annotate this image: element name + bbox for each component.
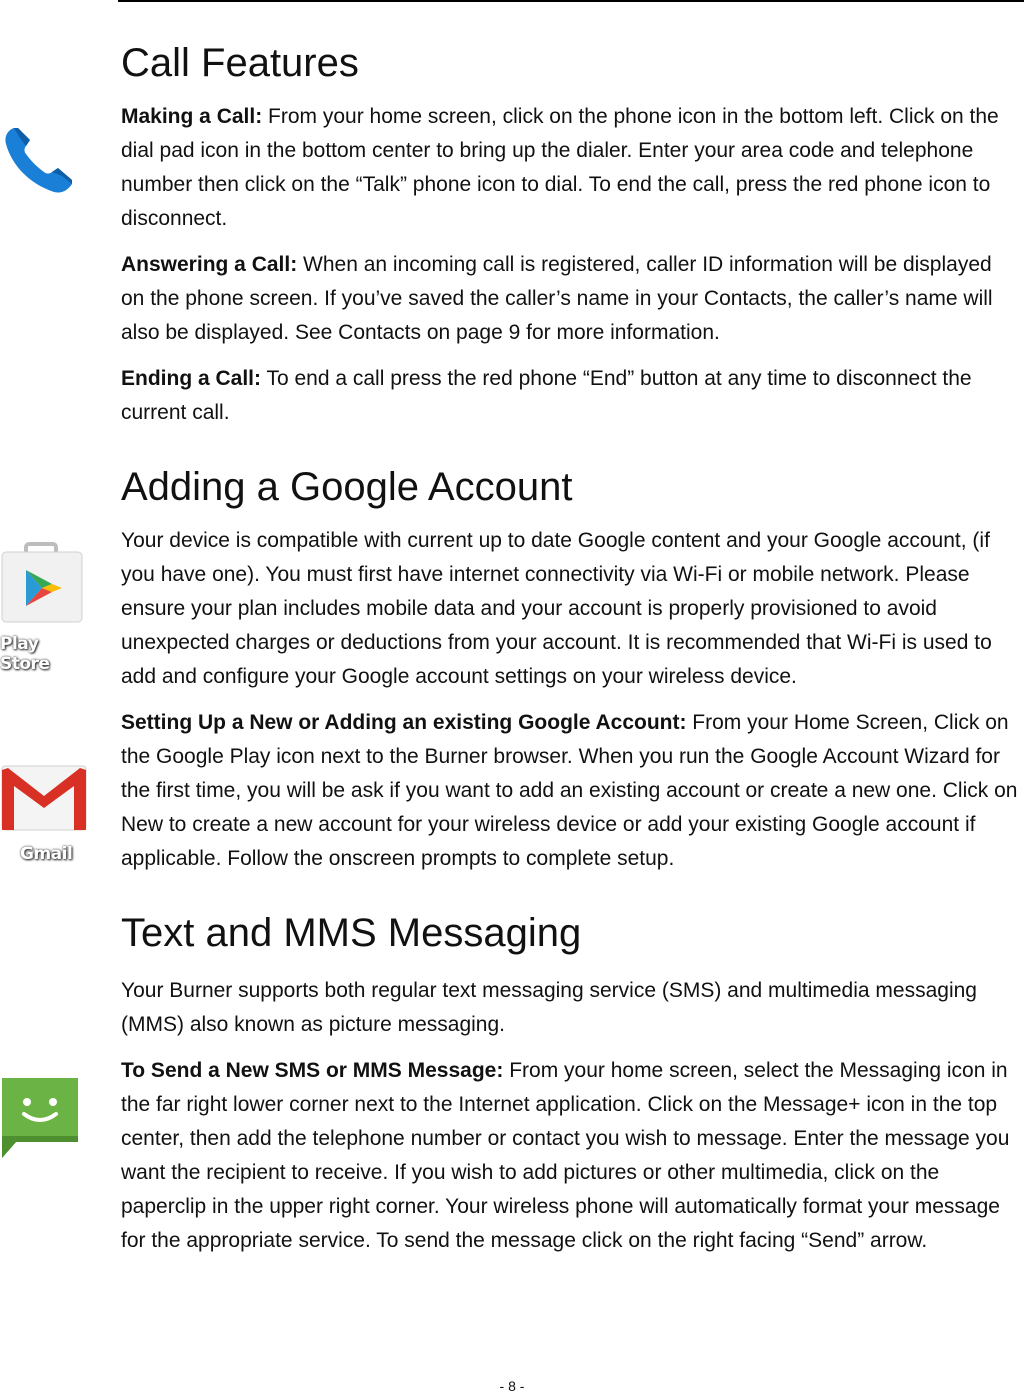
section-title-messaging: Text and MMS Messaging — [121, 911, 582, 955]
ending-call-text: To end a call press the red phone “End” button at any time to disconnect the current call. — [121, 367, 972, 424]
send-message-label: To Send a New SMS or MMS Message: — [121, 1059, 504, 1082]
gmail-label: Gmail — [20, 844, 73, 864]
making-call-label: Making a Call: — [121, 105, 263, 128]
paragraph-making-call — [121, 100, 1019, 236]
section-title-google-account: Adding a Google Account — [121, 465, 573, 509]
play-store-tile — [0, 540, 90, 674]
paragraph-messaging-intro: Your Burner supports both regular text messaging service (SMS) and multimedia messaging (MMS) also known as picture messaging. — [121, 979, 977, 1036]
play-store-label: Play Store — [0, 634, 50, 674]
paragraph-send-message — [121, 1054, 1019, 1258]
phone-icon — [0, 122, 78, 200]
section-title-call-features: Call Features — [121, 41, 359, 85]
ending-call-label: Ending a Call: — [121, 367, 262, 390]
answering-call-text: When an incoming call is registered, caller ID information will be displayed on the phone screen. If you’ve saved the caller’s name in your Contacts, the caller’s name will also be displayed. See Contacts on page 9 for more information. — [121, 253, 993, 344]
answering-call-label: Answering a Call: — [121, 253, 298, 276]
messaging-icon — [0, 1076, 82, 1160]
google-setup-text: From your Home Screen, Click on the Google Play icon next to the Burner browser. When you run the Google Account Wizard for the first time, you will be ask if you want to add an existing account or create a new one. Click on New to create a new account for your wireless device or add your existing Google account if applicable. Follow the onscreen prompts to complete setup. — [121, 711, 1018, 870]
paragraph-answering-call — [121, 248, 1019, 350]
top-rule — [118, 0, 1024, 2]
gmail-tile — [0, 760, 90, 872]
play-store-icon — [0, 540, 90, 630]
document-body — [121, 36, 1019, 1270]
send-message-text: From your home screen, select the Messaging icon in the far right lower corner next to the Internet application. Click on the Message+ icon in the top center, then add the telephone number or contact you wish to message. Enter the message you want the recipient to receive. If you wish to add pictures or other multimedia, click on the paperclip in the upper right corner. Your wireless phone will automatically format your message for the appropriate service. To send the message click on the right facing “Send” arrow. — [121, 1059, 1010, 1252]
google-setup-label: Setting Up a New or Adding an existing Google Account: — [121, 711, 687, 734]
paragraph-google-intro: Your device is compatible with current up to date Google content and your Google account, (if you have one). You must first have internet connectivity via Wi-Fi or mobile network. Please ensure your plan includes mobile data and your account is properly provisioned to avoid unexpected charges or deductions from your account. It is recommended that Wi-Fi is used to add and configure your Google account settings on your wireless device. — [121, 529, 992, 688]
paragraph-google-setup — [121, 706, 1019, 876]
page-number: - 8 - — [499, 1378, 525, 1394]
paragraph-ending-call — [121, 362, 1019, 430]
making-call-text: From your home screen, click on the phone icon in the bottom left. Click on the dial pad icon in the bottom center to bring up the dialer. Enter your area code and telephone number then click on the “Talk” phone icon to dial. To end the call, press the red phone icon to disconnect. — [121, 105, 999, 230]
gmail-icon — [0, 760, 90, 835]
